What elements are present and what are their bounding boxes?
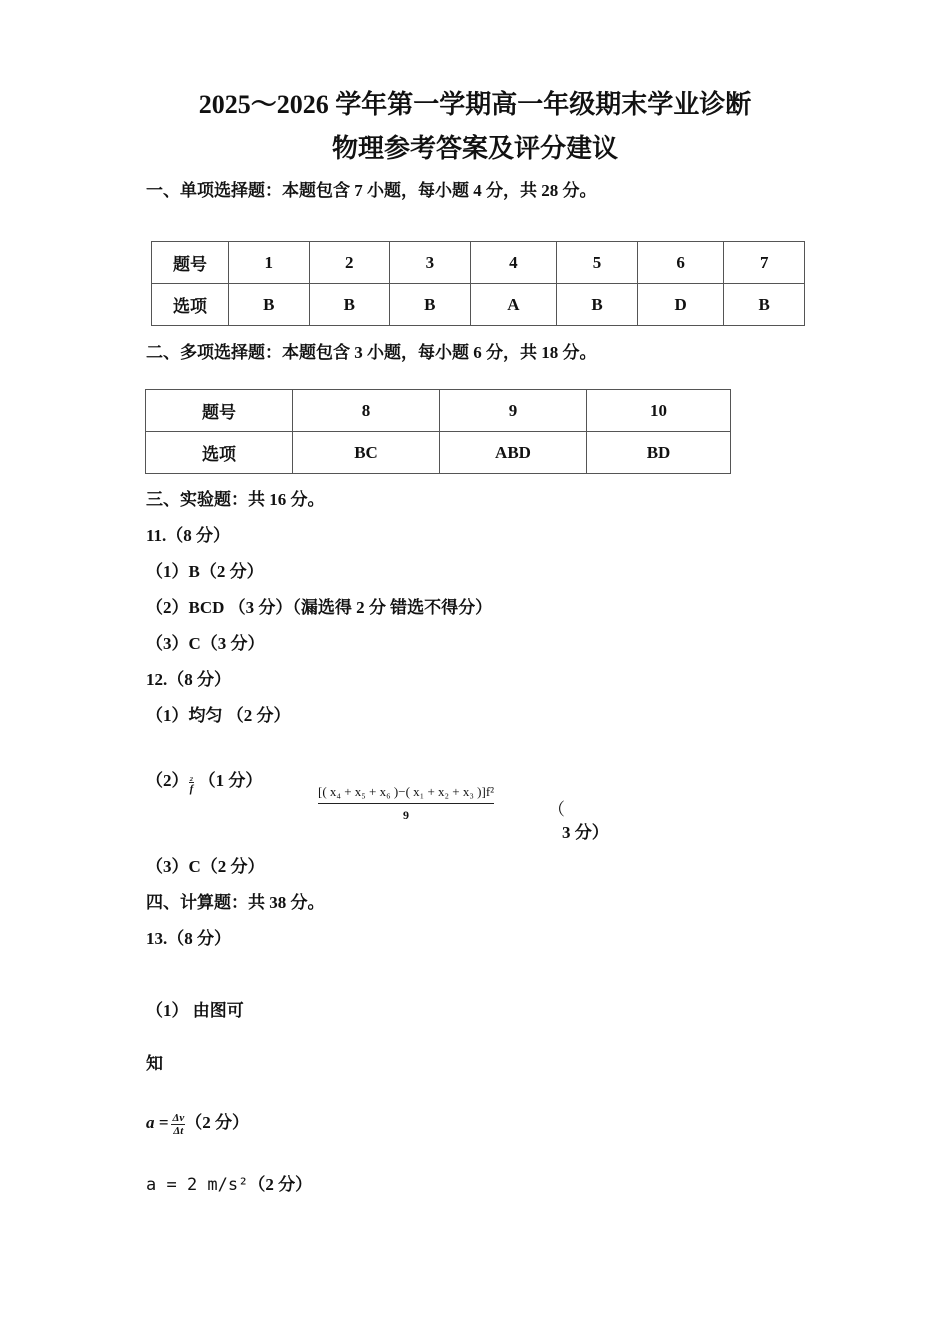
formula-numerator: [( x₄ + x₅ + x₆ )−( x₁ + x₂ + x₃ )]f² [318, 784, 494, 804]
question-number: 1 [229, 242, 310, 284]
formula-denominator: 9 [403, 808, 410, 822]
section2-heading: 二、多项选择题：本题包含 3 小题，每小题 6 分，共 18 分。 [146, 343, 597, 362]
eq2-text: a = 2 m/s² [146, 1175, 249, 1195]
page-title: 2025～2026 学年第一学期高一年级期末学业诊断 [198, 90, 752, 119]
question-number: 2 [309, 242, 390, 284]
question-number: 7 [724, 242, 805, 284]
q11-part3: （3）C（3 分） [146, 634, 265, 653]
q13-label: 13.（8 分） [146, 929, 231, 948]
q12-part3: （3）C（2 分） [146, 857, 265, 876]
equation-acceleration-def [146, 1108, 249, 1137]
row-label: 选项 [146, 432, 293, 474]
formula-score: 3 分） [562, 823, 609, 842]
answer-cell: ABD [440, 432, 587, 474]
q11-part2: （2）BCD （3 分）（漏选得 2 分 错选不得分） [146, 598, 493, 617]
q12-label: 12.（8 分） [146, 670, 231, 689]
question-number: 6 [637, 242, 724, 284]
question-number: 3 [390, 242, 471, 284]
q13-part1-cont: 知 [146, 1054, 163, 1073]
answer-cell: B [229, 284, 310, 326]
row-label: 题号 [152, 242, 229, 284]
answer-cell: B [557, 284, 638, 326]
table-row [146, 390, 731, 432]
q12-part1: （1）均匀 （2 分） [146, 706, 291, 725]
question-number: 5 [557, 242, 638, 284]
row-label: 选项 [152, 284, 229, 326]
table-row [152, 242, 805, 284]
answer-cell: D [637, 284, 724, 326]
q12-part2-prefix: （2） [146, 771, 189, 790]
delta-fraction: $\frac{\Delta v}{\Delta t}$ [172, 1111, 185, 1137]
question-number: 9 [440, 390, 587, 432]
page-subtitle: 物理参考答案及评分建议 [331, 134, 618, 163]
answer-cell: BC [293, 432, 440, 474]
answer-cell: B [390, 284, 471, 326]
q13-part1: （1） 由图可 [146, 1001, 244, 1020]
section4-heading: 四、计算题：共 38 分。 [146, 893, 325, 912]
small-fraction: $\frac{\text{₂}}{f}$ [189, 769, 194, 795]
row-label: 题号 [146, 390, 293, 432]
formula-paren: （ [548, 800, 565, 819]
question-number: 10 [587, 390, 731, 432]
answer-cell: B [309, 284, 390, 326]
question-number: 4 [470, 242, 557, 284]
acceleration-formula [318, 784, 494, 823]
single-choice-table [151, 241, 805, 326]
answer-cell: BD [587, 432, 731, 474]
table-row [152, 284, 805, 326]
multi-choice-table [145, 389, 731, 474]
q12-part2 [146, 766, 262, 795]
answer-cell: B [724, 284, 805, 326]
q11-part1: （1）B（2 分） [146, 562, 264, 581]
equation-acceleration-value [146, 1170, 312, 1195]
answer-cell: A [470, 284, 557, 326]
table-row [146, 432, 731, 474]
eq1-score: （2 分） [185, 1113, 249, 1132]
question-number: 8 [293, 390, 440, 432]
eq1-lhs: a = [146, 1113, 169, 1132]
q12-part2-score: （1 分） [198, 771, 263, 790]
section3-heading: 三、实验题：共 16 分。 [146, 490, 325, 509]
eq2-score: （2 分） [248, 1175, 313, 1194]
q11-label: 11.（8 分） [146, 526, 231, 545]
section1-heading: 一、单项选择题：本题包含 7 小题，每小题 4 分，共 28 分。 [146, 181, 597, 200]
